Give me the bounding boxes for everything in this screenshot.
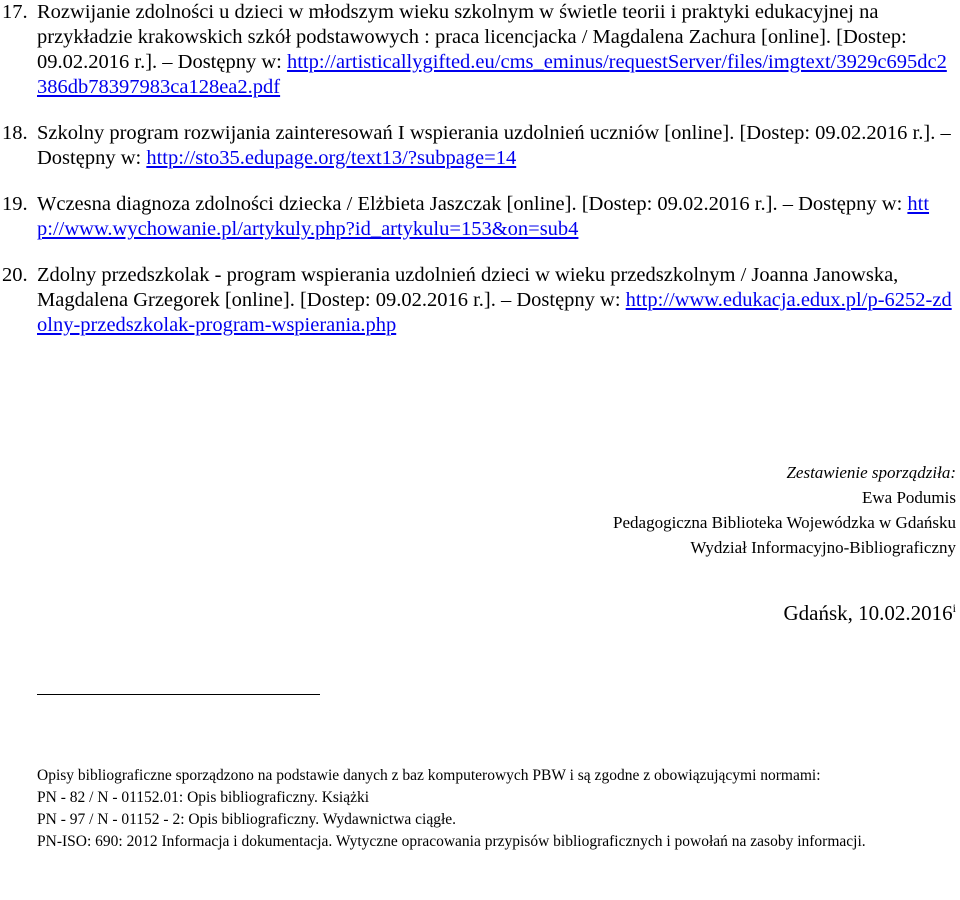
compiler-heading: Zestawienie sporządziła:	[786, 463, 956, 482]
footnote-norm: PN - 82 / N - 01152.01: Opis bibliograficzny. Książki	[37, 789, 370, 806]
footnote-intro: Opisy bibliograficzne sporządzono na podstawie danych z baz komputerowych PBW i są zgodne z obowiązującymi normami:	[37, 767, 821, 784]
bibliography-list	[2, 0, 952, 359]
bibliography-entry	[2, 263, 952, 338]
entry-number: 18.	[2, 122, 28, 144]
entry-link[interactable]: http://sto35.edupage.org/text13/?subpage=14	[146, 147, 517, 169]
entry-description: Szkolny program rozwijania zainteresowań I wspierania uzdolnień uczniów [online]. [Dostep: 09.02.2016 r.]. – Dostępny w:	[37, 122, 951, 169]
compiler-block	[256, 460, 956, 560]
compiler-name: Ewa Podumis	[862, 488, 956, 507]
entry-link[interactable]: http://www.edukacja.edux.pl/p-6252-zdolny-przedszkolak-program-wspierania.php	[37, 289, 952, 336]
compiler-department: Wydział Informacyjno-Bibliograficzny	[690, 538, 956, 557]
bibliography-entry	[2, 121, 952, 171]
entry-number: 20.	[2, 264, 28, 286]
entry-number: 19.	[2, 193, 28, 215]
place-date	[783, 600, 956, 626]
place-date-text: Gdańsk, 10.02.2016	[783, 601, 953, 625]
entry-number: 17.	[2, 1, 28, 23]
footnotes	[37, 765, 949, 853]
entry-link[interactable]: http://www.wychowanie.pl/artykuly.php?id_artykulu=153&on=sub4	[37, 193, 930, 240]
entry-description: Zdolny przedszkolak - program wspierania uzdolnień dzieci w wieku przedszkolnym / Joanna Janowska, Magdalena Grzegorek [online]. [Dostep: 09.02.2016 r.]. – Dostępny w:	[37, 264, 899, 311]
bibliography-entry	[2, 192, 952, 242]
compiler-institution: Pedagogiczna Biblioteka Wojewódzka w Gdańsku	[613, 513, 956, 532]
entry-description: Wczesna diagnoza zdolności dziecka / Elżbieta Jaszczak [online]. [Dostep: 09.02.2016 r.]. – Dostępny w:	[37, 193, 908, 215]
entry-link[interactable]: http://artisticallygifted.eu/cms_eminus/requestServer/files/imgtext/3929c695dc2386db78397983ca128ea2.pdf	[37, 51, 947, 98]
entry-description: Rozwijanie zdolności u dzieci w młodszym wieku szkolnym w świetle teorii i praktyki edukacyjnej na przykładzie krakowskich szkół podstawowych : praca licencjacka / Magdalena Zachura [online]. [Dostep: 09.02.2016 r.]. – Dostępny w:	[37, 1, 907, 73]
footnote-marker: i	[952, 601, 956, 615]
footnote-norm: PN-ISO: 690: 2012 Informacja i dokumentacja. Wytyczne opracowania przypisów bibliograficznych i powołań na zasoby informacji.	[37, 833, 866, 850]
bibliography-entry	[2, 0, 952, 100]
footnote-norm: PN - 97 / N - 01152 - 2: Opis bibliograficzny. Wydawnictwa ciągłe.	[37, 811, 457, 828]
footnote-separator	[37, 694, 320, 695]
